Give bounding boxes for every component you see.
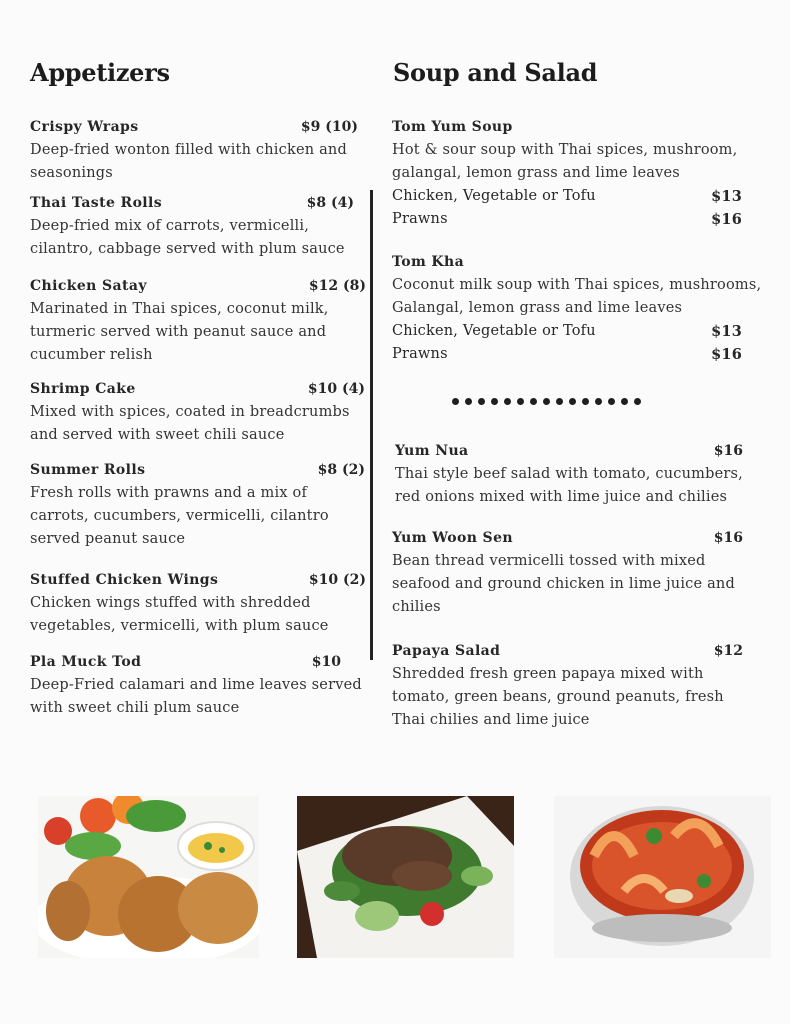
- menu-item: [30, 459, 365, 551]
- menu-item: [392, 640, 752, 732]
- item-name: Stuffed Chicken Wings: [30, 572, 219, 588]
- price-option: Prawns $16: [392, 211, 742, 228]
- item-description: Thai style beef salad with tomato, cucumbers, red onions mixed with lime juice and chilies: [395, 466, 743, 505]
- item-name: Summer Rolls: [30, 462, 146, 478]
- menu-item: [30, 378, 365, 447]
- price-option: Chicken, Vegetable or Tofu $13: [392, 188, 742, 205]
- menu-item: [30, 116, 358, 185]
- menu-item: [30, 569, 366, 638]
- item-description: Shredded fresh green papaya mixed with tomato, green beans, ground peanuts, fresh Thai chilies and lime juice: [392, 666, 724, 728]
- menu-item: [392, 527, 752, 619]
- item-name: Pla Muck Tod: [30, 654, 142, 670]
- price-option: Chicken, Vegetable or Tofu $13: [392, 323, 742, 340]
- menu-item: [395, 440, 755, 509]
- item-name: Crispy Wraps: [30, 119, 139, 135]
- item-name: Chicken Satay: [30, 278, 147, 294]
- item-name: Tom Yum Soup: [392, 119, 513, 135]
- item-price: $10 (2): [308, 572, 366, 588]
- tom-yum-soup-photo: [554, 796, 771, 958]
- item-description: Hot & sour soup with Thai spices, mushroom, galangal, lemon grass and lime leaves: [392, 142, 738, 181]
- item-name: Shrimp Cake: [30, 381, 136, 397]
- item-description: Bean thread vermicelli tossed with mixed seafood and ground chicken in lime juice and chilies: [392, 553, 735, 615]
- menu-item: [392, 116, 744, 231]
- menu-item: [30, 192, 354, 261]
- menu-item: [30, 275, 366, 367]
- item-name: Yum Woon Sen: [392, 530, 513, 546]
- menu-item: [30, 651, 370, 720]
- item-description: Fresh rolls with prawns and a mix of carrots, cucumbers, vermicelli, cilantro served peanut sauce: [30, 485, 329, 547]
- price-option: Prawns $16: [392, 346, 742, 363]
- soup-salad-heading: Soup and Salad: [393, 58, 598, 87]
- item-name: Thai Taste Rolls: [30, 195, 163, 211]
- item-description: Chicken wings stuffed with shredded vegetables, vermicelli, with plum sauce: [30, 595, 329, 634]
- item-price: $12 (8): [308, 278, 366, 294]
- item-name: Tom Kha: [392, 254, 465, 270]
- item-price: $16: [713, 530, 743, 546]
- item-description: Coconut milk soup with Thai spices, mushrooms, Galangal, lemon grass and lime leaves: [392, 277, 762, 316]
- column-divider: [370, 190, 373, 660]
- item-price: $10 (4): [307, 381, 365, 397]
- item-name: Papaya Salad: [392, 643, 501, 659]
- item-price: $8 (4): [306, 195, 354, 211]
- item-price: $12: [713, 643, 743, 659]
- menu-item: [392, 251, 777, 366]
- item-price: $9 (10): [300, 119, 358, 135]
- item-price: $10: [311, 654, 341, 670]
- item-description: Marinated in Thai spices, coconut milk, turmeric served with peanut sauce and cucumber relish: [30, 301, 329, 363]
- item-price: $16: [713, 443, 743, 459]
- item-description: Deep-fried mix of carrots, vermicelli, cilantro, cabbage served with plum sauce: [30, 218, 345, 257]
- item-name: Yum Nua: [395, 443, 469, 459]
- dotted-separator: [452, 398, 641, 405]
- appetizers-heading: Appetizers: [30, 58, 170, 87]
- shrimp-cake-photo: [38, 796, 259, 958]
- item-description: Mixed with spices, coated in breadcrumbs and served with sweet chili sauce: [30, 404, 350, 443]
- item-description: Deep-fried wonton filled with chicken and seasonings: [30, 142, 347, 181]
- item-description: Deep-Fried calamari and lime leaves served with sweet chili plum sauce: [30, 677, 362, 716]
- item-price: $8 (2): [317, 462, 365, 478]
- beef-salad-photo: [297, 796, 514, 958]
